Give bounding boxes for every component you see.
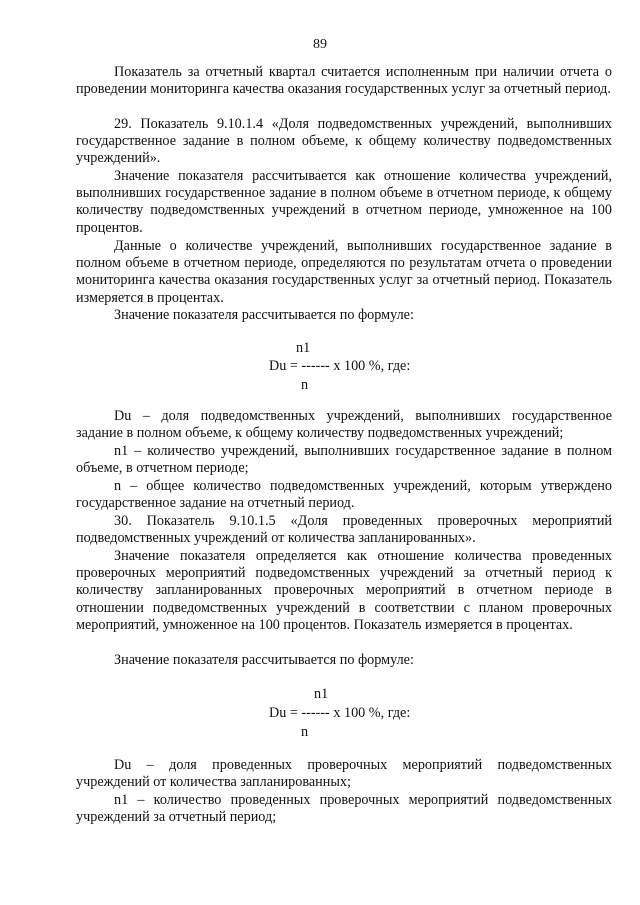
paragraph-n1-definition-1: n1 – количество учреждений, выполнивших государственное задание в полном объеме, в отчетном периоде; [76, 443, 612, 477]
paragraph-indicator-29-calculation: Значение показателя рассчитывается как отношение количества учреждений, выполнивших государственное задание в полном объеме в отчетном периоде, к общему количеству подведомственных учреждений в отчетном периоде, умноженное на 100 процентов. [76, 168, 612, 236]
formula-2-numerator: n1 [314, 686, 329, 702]
paragraph-formula-intro-2: Значение показателя рассчитывается по формуле: [114, 652, 414, 668]
paragraph-formula-intro-1: Значение показателя рассчитывается по формуле: [114, 307, 414, 323]
formula-2-expression: Du = ------ х 100 %, где: [269, 705, 411, 721]
paragraph-indicator-30-calculation: Значение показателя определяется как отношение количества проведенных проверочных мероприятий подведомственных учреждений за отчетный период к количеству запланированных проверочных мероприятий в отчетном периоде в отношении подведомственных учреждений в соответствии с планом проверочных мероприятий, умноженное на 100 процентов. Показатель измеряется в процентах. [76, 548, 612, 633]
paragraph-du-definition-2: Du – доля проведенных проверочных мероприятий подведомственных учреждений от количества запланированных; [76, 757, 612, 791]
paragraph-indicator-30-title: 30. Показатель 9.10.1.5 «Доля проведенных проверочных мероприятий подведомственных учреждений от количества запланированных». [76, 513, 612, 547]
paragraph-indicator-29-data-source: Данные о количестве учреждений, выполнивших государственное задание в полном объеме в отчетном периоде, определяются по результатам отчета о проведении мониторинга качества оказания государственных услуг за отчетный период. Показатель измеряется в процентах. [76, 238, 612, 306]
paragraph-n1-definition-2: n1 – количество проведенных проверочных мероприятий подведомственных учреждений за отчетный период; [76, 792, 612, 826]
formula-1-denominator: n [301, 377, 309, 393]
formula-1 [0, 340, 640, 400]
formula-1-expression: Du = ------ х 100 %, где: [269, 358, 411, 374]
paragraph-du-definition-1: Du – доля подведомственных учреждений, выполнивших государственное задание в полном объеме, к общему количеству подведомственных учреждений; [76, 408, 612, 442]
formula-2-denominator: n [301, 724, 309, 740]
formula-2 [0, 686, 640, 746]
page-number: 89 [313, 37, 327, 52]
formula-1-numerator: n1 [296, 340, 311, 356]
paragraph-indicator-29-title: 29. Показатель 9.10.1.4 «Доля подведомственных учреждений, выполнивших государственное задание в полном объеме, к общему количеству подведомственных учреждений». [76, 116, 612, 167]
paragraph-reporting-condition: Показатель за отчетный квартал считается исполненным при наличии отчета о проведении мониторинга качества оказания государственных услуг за отчетный период. [76, 64, 612, 98]
paragraph-n-definition-1: n – общее количество подведомственных учреждений, которым утверждено государственное задание на отчетный период. [76, 478, 612, 512]
